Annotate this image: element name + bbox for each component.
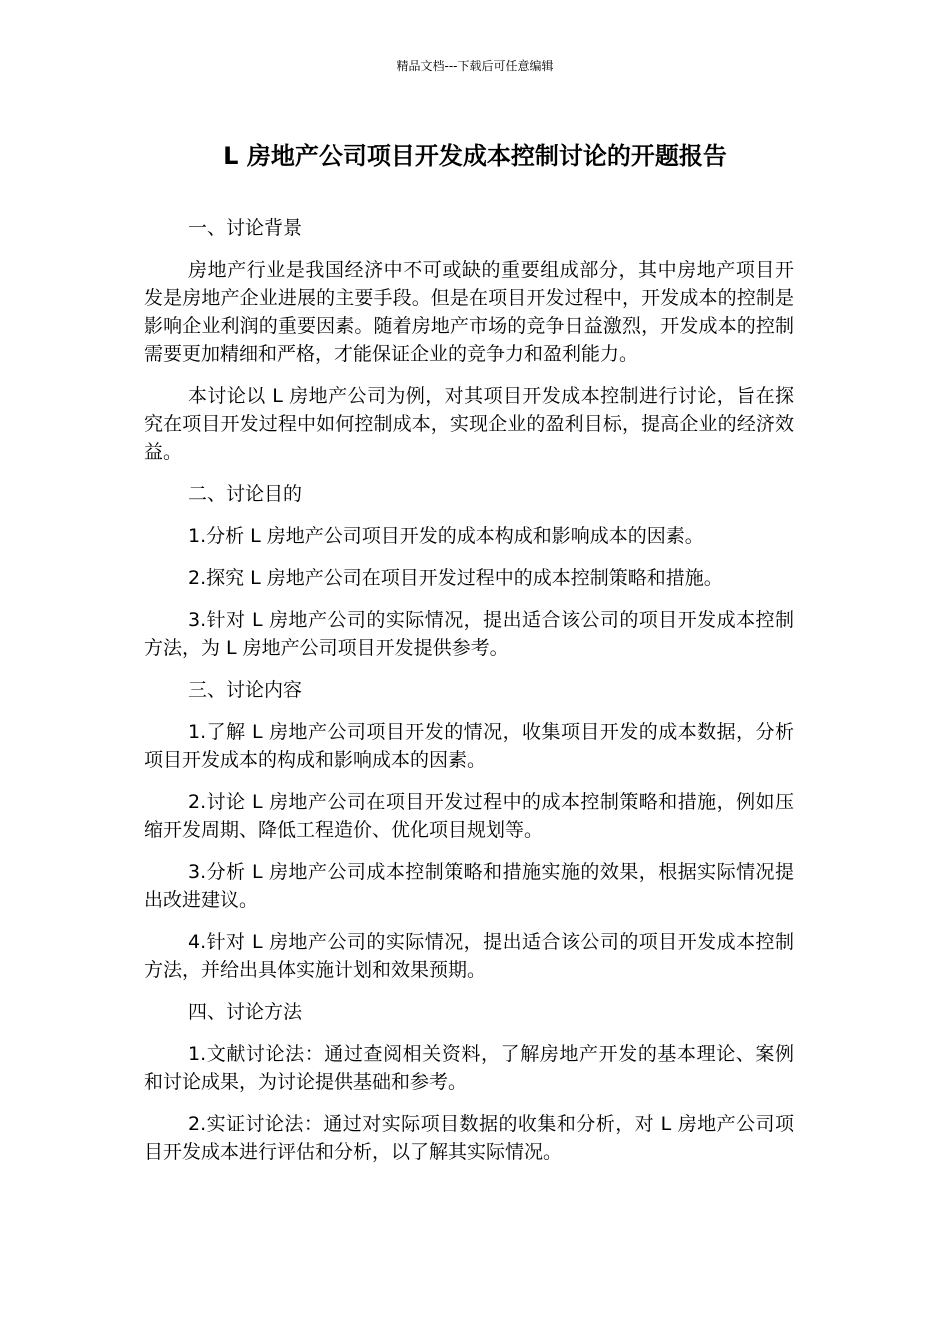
list-item: 3.针对 L 房地产公司的实际情况，提出适合该公司的项目开发成本控制方法，为 L 房地产公司项目开发提供参考。 <box>144 609 794 659</box>
list-item: 2.讨论 L 房地产公司在项目开发过程中的成本控制策略和措施，例如压缩开发周期、降低工程造价、优化项目规划等。 <box>144 791 794 841</box>
document-title: L 房地产公司项目开发成本控制讨论的开题报告 <box>223 142 727 170</box>
list-item: 2.探究 L 房地产公司在项目开发过程中的成本控制策略和措施。 <box>188 567 723 589</box>
list-item: 1.文献讨论法：通过查阅相关资料，了解房地产开发的基本理论、案例和讨论成果，为讨论提供基础和参考。 <box>144 1043 794 1093</box>
list-item: 1.分析 L 房地产公司项目开发的成本构成和影响成本的因素。 <box>188 525 704 547</box>
section-heading-purpose: 二、讨论目的 <box>188 483 303 505</box>
section-heading-content: 三、讨论内容 <box>188 679 303 701</box>
document-body <box>144 214 794 1180</box>
list-item: 4.针对 L 房地产公司的实际情况，提出适合该公司的项目开发成本控制方法，并给出具体实施计划和效果预期。 <box>144 931 794 981</box>
paragraph: 房地产行业是我国经济中不可或缺的重要组成部分，其中房地产项目开发是房地产企业进展的主要手段。但是在项目开发过程中，开发成本的控制是影响企业利润的重要因素。随着房地产市场的竞争日益激烈，开发成本的控制需要更加精细和严格，才能保证企业的竞争力和盈利能力。 <box>144 259 794 365</box>
list-item: 1.了解 L 房地产公司项目开发的情况，收集项目开发的成本数据，分析项目开发成本的构成和影响成本的因素。 <box>144 721 794 771</box>
list-item: 2.实证讨论法：通过对实际项目数据的收集和分析，对 L 房地产公司项目开发成本进行评估和分析，以了解其实际情况。 <box>144 1113 794 1163</box>
section-heading-background: 一、讨论背景 <box>188 217 303 239</box>
section-heading-methods: 四、讨论方法 <box>188 1001 303 1023</box>
list-item: 3.分析 L 房地产公司成本控制策略和措施实施的效果，根据实际情况提出改进建议。 <box>144 861 794 911</box>
paragraph: 本讨论以 L 房地产公司为例，对其项目开发成本控制进行讨论，旨在探究在项目开发过程中如何控制成本，实现企业的盈利目标，提高企业的经济效益。 <box>144 385 794 463</box>
header-note: 精品文档---下载后可任意编辑 <box>396 59 554 73</box>
